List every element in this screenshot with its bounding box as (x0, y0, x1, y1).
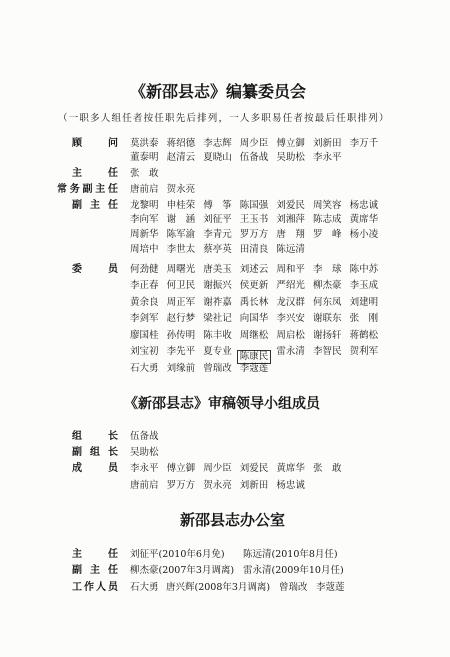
executive-deputy-name: 贺永亮 (166, 184, 196, 195)
member-name: 周和平 (276, 264, 305, 275)
deputy-name: 罗万方 (239, 229, 269, 240)
director-row (0, 168, 450, 180)
deputy-name: 刘爱民 (276, 200, 305, 211)
member-name: 严绍光 (276, 280, 305, 291)
deputy-name: 刘湘萍 (276, 214, 305, 225)
member-name: 侯更新 (239, 280, 269, 291)
review-group-title: 《新邵县志》审稿领导小组成员 (124, 396, 320, 412)
boxed-name-cell (240, 346, 277, 364)
advisor-name: 吴助松 (276, 152, 305, 163)
member-name-boxed: 陈康民 (237, 350, 272, 364)
member-name: 梁社记 (203, 313, 232, 324)
role-label-deputies: 副 主 任 (72, 200, 118, 211)
member-name: 周继松 (239, 330, 269, 341)
advisor-name: 赵清云 (166, 152, 196, 163)
advisor-name: 董泰明 (130, 152, 159, 163)
member-name: 谢联东 (312, 313, 342, 324)
deputy-group-leader-row (0, 447, 450, 459)
office-deputy-row (0, 565, 450, 577)
deputy-name: 周新华 (130, 229, 159, 240)
deputy-name: 谢 涵 (166, 214, 196, 225)
member-name: 周曙光 (166, 264, 196, 275)
member-name: 陈中苏 (349, 264, 379, 275)
group-member-name: 刘爱民 (239, 463, 269, 474)
members-row (0, 346, 450, 362)
deputy-name: 申桂荣 (166, 200, 196, 211)
member-name: 贺利军 (349, 346, 379, 357)
member-name: 谢振兴 (203, 280, 232, 291)
member-name: 谢祚嘉 (203, 297, 232, 308)
deputy-name: 唐 翔 (276, 229, 305, 240)
deputies-row (0, 229, 450, 241)
member-name: 雷永清 (276, 346, 305, 357)
office-staff-entry: 曾瑞改 (279, 582, 308, 593)
role-label-deputy-group-leader: 副 组 长 (72, 447, 118, 458)
deputy-name: 陈远清 (276, 244, 305, 255)
deputy-name: 黄席华 (349, 214, 379, 225)
member-name: 禹长林 (239, 297, 269, 308)
member-name: 李先平 (166, 346, 196, 357)
deputy-name: 李世太 (166, 244, 196, 255)
director-name: 张 敢 (130, 168, 159, 179)
executive-deputy-name: 唐前启 (130, 184, 159, 195)
role-label-members: 委 员 (72, 264, 118, 275)
advisor-name: 李志辉 (203, 138, 232, 149)
office-director-entry: 刘征平(2010年6月免) (130, 549, 225, 560)
member-name: 李兴安 (276, 313, 305, 324)
advisors-row (0, 138, 450, 150)
group-members-row (0, 480, 450, 492)
deputies-row (0, 200, 450, 212)
committee-title: 《新邵县志》编纂委员会 (130, 82, 307, 101)
group-member-name: 贺永亮 (203, 480, 232, 491)
group-members-row (0, 463, 450, 475)
members-row (0, 280, 450, 292)
group-member-name: 罗万方 (166, 480, 196, 491)
group-member-name: 刘新田 (239, 480, 269, 491)
member-name: 周启松 (276, 330, 305, 341)
role-label-office-director: 主 任 (72, 549, 118, 560)
deputy-name: 龙黎明 (130, 200, 159, 211)
deputy-name: 田清良 (239, 244, 269, 255)
group-member-name: 唐前启 (130, 480, 159, 491)
member-name: 刘缘前 (166, 363, 196, 374)
group-member-name: 张 敢 (312, 463, 342, 474)
deputy-name: 李向军 (130, 214, 159, 225)
member-name: 曾瑞改 (203, 363, 232, 374)
office-director-entry: 陈远清(2010年8月任) (243, 549, 338, 560)
ordering-note: （一职多人组任者按任职先后排列，一人多职易任者按最后任职排列） (58, 113, 390, 124)
office-staff-entry: 李蔻莲 (316, 582, 345, 593)
office-staff-row (0, 582, 450, 594)
members-row (0, 313, 450, 325)
deputy-group-leader-name: 吴助松 (130, 447, 159, 458)
member-name: 刘述云 (239, 264, 269, 275)
members-row (0, 297, 450, 309)
deputy-name: 傅 筝 (203, 200, 232, 211)
member-name: 蒋鹤松 (349, 330, 379, 341)
advisor-name: 傅立御 (276, 138, 305, 149)
advisor-name: 伍备战 (239, 152, 269, 163)
members-row (0, 363, 450, 375)
deputy-name: 杨小凌 (349, 229, 379, 240)
group-member-name: 周少臣 (203, 463, 232, 474)
office-title: 新邵县志办公室 (180, 511, 286, 529)
office-deputy-entry: 柳杰豪(2007年3月调离) (130, 565, 235, 576)
member-name: 李玉成 (349, 280, 379, 291)
deputy-name: 周笑容 (312, 200, 342, 211)
member-name: 何劲健 (130, 264, 159, 275)
advisor-name: 蒋绍德 (166, 138, 196, 149)
office-staff-entry: 唐兴辉(2008年3月调离) (166, 582, 271, 593)
member-name: 向国华 (239, 313, 269, 324)
member-name: 唐美玉 (203, 264, 232, 275)
deputy-name: 李青元 (203, 229, 232, 240)
deputy-name: 陈军渝 (166, 229, 196, 240)
deputy-name: 陈志成 (312, 214, 342, 225)
deputy-name: 陈国强 (239, 200, 269, 211)
advisor-name: 刘新田 (312, 138, 342, 149)
deputy-name: 刘征平 (203, 214, 232, 225)
role-label-director: 主 任 (72, 168, 118, 179)
member-name: 柳杰豪 (312, 280, 342, 291)
group-member-name: 黄席华 (276, 463, 305, 474)
role-label-office-deputy: 副 主 任 (72, 565, 118, 576)
member-name: 张 刚 (349, 313, 379, 324)
deputy-name: 王玉书 (239, 214, 269, 225)
member-name: 石大勇 (130, 363, 159, 374)
member-name: 刘建明 (349, 297, 379, 308)
member-name: 黄余良 (130, 297, 159, 308)
advisor-name: 莫洪泰 (130, 138, 159, 149)
executive-deputy-row (0, 184, 450, 196)
member-name: 孙传明 (166, 330, 196, 341)
member-name: 赵行梦 (166, 313, 196, 324)
group-leader-row (0, 431, 450, 443)
member-name: 何东凤 (312, 297, 342, 308)
member-name: 李蔻莲 (239, 363, 269, 374)
member-name: 谢扬轩 (312, 330, 342, 341)
deputies-row (0, 244, 450, 256)
office-staff-entry: 石大勇 (130, 582, 159, 593)
group-member-name: 李永平 (130, 463, 159, 474)
member-name: 李智民 (312, 346, 342, 357)
member-name: 李剑军 (130, 313, 159, 324)
members-row (0, 330, 450, 342)
advisor-name: 周少臣 (239, 138, 269, 149)
member-name: 周正军 (166, 297, 196, 308)
member-name: 李 球 (312, 264, 342, 275)
office-director-row (0, 549, 450, 561)
member-name: 刘宝初 (130, 346, 159, 357)
member-name: 何卫民 (166, 280, 196, 291)
member-name: 夏专业 (203, 346, 232, 357)
deputies-row (0, 214, 450, 226)
role-label-office-staff: 工作人员 (72, 582, 118, 593)
member-name: 李正春 (130, 280, 159, 291)
advisors-row (0, 152, 450, 164)
role-label-advisors: 顾 问 (72, 138, 118, 149)
deputy-name: 罗 峰 (312, 229, 342, 240)
member-name: 陈丰收 (203, 330, 232, 341)
member-name: 龙汉群 (276, 297, 305, 308)
advisor-name: 李万千 (349, 138, 379, 149)
role-label-group-leader: 组 长 (72, 431, 118, 442)
advisor-name: 李永平 (312, 152, 342, 163)
group-member-name: 傅立御 (166, 463, 196, 474)
role-label-group-members: 成 员 (72, 463, 118, 474)
advisor-name: 夏晓山 (203, 152, 232, 163)
deputy-name: 杨忠诚 (349, 200, 379, 211)
group-leader-name: 伍备战 (130, 431, 159, 442)
office-deputy-entry: 雷永清(2009年10月任) (243, 565, 344, 576)
role-label-executive-deputy: 常务副主任 (57, 184, 118, 195)
group-member-name: 杨忠诚 (276, 480, 305, 491)
deputy-name: 周培中 (130, 244, 159, 255)
deputy-name: 蔡亭英 (203, 244, 232, 255)
member-name: 廖国桂 (130, 330, 159, 341)
members-row (0, 264, 450, 276)
